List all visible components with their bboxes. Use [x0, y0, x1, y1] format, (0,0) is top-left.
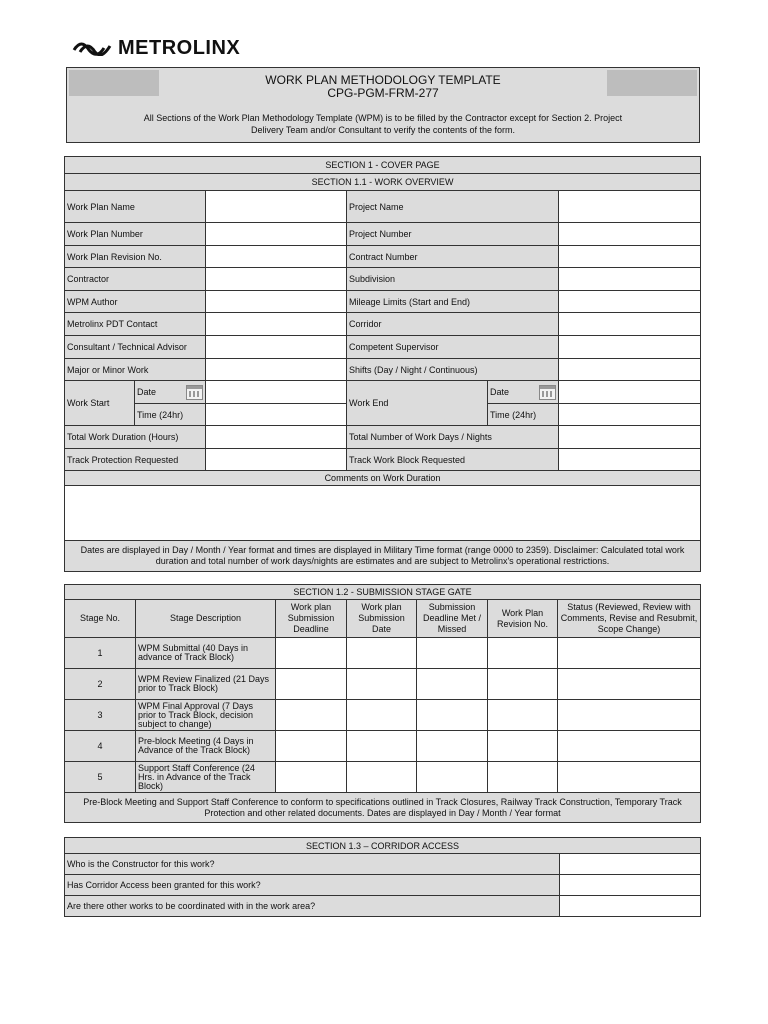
- total-work-days-field[interactable]: [559, 426, 701, 449]
- form-title: WORK PLAN METHODOLOGY TEMPLATE: [265, 73, 501, 87]
- status-field[interactable]: [558, 731, 701, 762]
- row-label: WPM Author: [65, 291, 206, 313]
- question-label: Who is the Constructor for this work?: [65, 854, 560, 875]
- work-plan-name-field[interactable]: [206, 191, 347, 223]
- submission-date-field[interactable]: [347, 700, 417, 731]
- deadline-met-field[interactable]: [417, 669, 488, 700]
- work-start-label: Work Start: [65, 381, 135, 426]
- row-label: Project Number: [347, 223, 559, 246]
- status-field[interactable]: [558, 700, 701, 731]
- row-label: Contractor: [65, 268, 206, 291]
- table-row: [65, 762, 701, 793]
- total-work-duration-field[interactable]: [206, 426, 347, 449]
- revision-no-field[interactable]: [488, 669, 558, 700]
- section-1-1-title: SECTION 1.1 - WORK OVERVIEW: [65, 174, 701, 191]
- column-header: Stage No.: [65, 600, 136, 638]
- column-header: Work Plan Revision No.: [488, 600, 558, 638]
- time-label: Time (24hr): [488, 404, 559, 426]
- metrolinx-logo: [72, 36, 240, 60]
- section-1-2-note: Pre-Block Meeting and Support Staff Conference to conform to specifications outlined in Track Closures, Railway Track Construction, Temporary Track Protection and other related documents. Dates are displayed in Day / Month / Year format: [65, 793, 701, 823]
- status-field[interactable]: [558, 762, 701, 793]
- stage-description: Support Staff Conference (24 Hrs. in Advance of the Track Block): [136, 762, 276, 793]
- row-label: Shifts (Day / Night / Continuous): [347, 359, 559, 381]
- stage-description: WPM Review Finalized (21 Days prior to Track Block): [136, 669, 276, 700]
- stage-number: 5: [65, 762, 136, 793]
- contract-number-field[interactable]: [559, 246, 701, 268]
- consultant-field[interactable]: [206, 336, 347, 359]
- stage-description: WPM Final Approval (7 Days prior to Track Block, decision subject to change): [136, 700, 276, 731]
- table-row: [65, 731, 701, 762]
- metrolinx-wave-icon: [72, 40, 112, 56]
- form-instructions: All Sections of the Work Plan Methodology Template (WPM) is to be filled by the Contractor except for Section 2. Project Delivery Team and/or Consultant to verify the contents of the form.: [143, 113, 623, 135]
- track-protection-field[interactable]: [206, 449, 347, 471]
- column-header: Status (Reviewed, Review with Comments, Revise and Resubmit, Scope Change): [558, 600, 701, 638]
- status-field[interactable]: [558, 669, 701, 700]
- form-code: CPG-PGM-FRM-277: [327, 86, 439, 100]
- question-label: Are there other works to be coordinated with in the work area?: [65, 896, 560, 917]
- row-label: Competent Supervisor: [347, 336, 559, 359]
- corridor-access-answer-field[interactable]: [560, 875, 701, 896]
- stage-number: 1: [65, 638, 136, 669]
- question-label: Has Corridor Access been granted for this work?: [65, 875, 560, 896]
- row-label: Work Plan Revision No.: [65, 246, 206, 268]
- row-label: Total Number of Work Days / Nights: [347, 426, 559, 449]
- submission-date-field[interactable]: [347, 731, 417, 762]
- major-minor-work-field[interactable]: [206, 359, 347, 381]
- row-label: Project Name: [347, 191, 559, 223]
- status-field[interactable]: [558, 638, 701, 669]
- work-plan-revision-field[interactable]: [206, 246, 347, 268]
- table-row: [65, 700, 701, 731]
- deadline-met-field[interactable]: [417, 638, 488, 669]
- date-label: Date: [490, 387, 510, 397]
- row-label: Work Plan Name: [65, 191, 206, 223]
- revision-no-field[interactable]: [488, 700, 558, 731]
- revision-no-field[interactable]: [488, 731, 558, 762]
- section-1-2-title: SECTION 1.2 - SUBMISSION STAGE GATE: [65, 585, 701, 600]
- stage-number: 4: [65, 731, 136, 762]
- section-1-3-title: SECTION 1.3 – CORRIDOR ACCESS: [65, 838, 701, 854]
- submission-date-field[interactable]: [347, 638, 417, 669]
- comments-field[interactable]: [65, 486, 701, 541]
- constructor-answer-field[interactable]: [560, 854, 701, 875]
- section-1-disclaimer: Dates are displayed in Day / Month / Year format and times are displayed in Military Time format (range 0000 to 2359). Disclaimer: Calculated total work duration and total number of work days/nights are estimates and are subject to Metrolinx's operational restrictions.: [65, 541, 701, 572]
- project-number-field[interactable]: [559, 223, 701, 246]
- column-header: Stage Description: [136, 600, 276, 638]
- submission-stage-gate-table: [64, 584, 701, 823]
- stage-description: WPM Submittal (40 Days in advance of Track Block): [136, 638, 276, 669]
- calendar-icon[interactable]: [539, 385, 556, 400]
- submission-date-field[interactable]: [347, 669, 417, 700]
- submission-deadline-field[interactable]: [276, 700, 347, 731]
- contractor-field[interactable]: [206, 268, 347, 291]
- row-label: Consultant / Technical Advisor: [65, 336, 206, 359]
- stage-number: 2: [65, 669, 136, 700]
- column-header: Work plan Submission Date: [347, 600, 417, 638]
- competent-supervisor-field[interactable]: [559, 336, 701, 359]
- other-works-answer-field[interactable]: [560, 896, 701, 917]
- project-name-field[interactable]: [559, 191, 701, 223]
- form-header: [66, 67, 700, 143]
- stage-description: Pre-block Meeting (4 Days in Advance of the Track Block): [136, 731, 276, 762]
- track-work-block-field[interactable]: [559, 449, 701, 471]
- time-label: Time (24hr): [135, 404, 206, 426]
- mileage-limits-field[interactable]: [559, 291, 701, 313]
- row-label: Metrolinx PDT Contact: [65, 313, 206, 336]
- row-label: Major or Minor Work: [65, 359, 206, 381]
- work-plan-number-field[interactable]: [206, 223, 347, 246]
- shifts-field[interactable]: [559, 359, 701, 381]
- row-label: Contract Number: [347, 246, 559, 268]
- corridor-field[interactable]: [559, 313, 701, 336]
- row-label: Total Work Duration (Hours): [65, 426, 206, 449]
- row-label: Work Plan Number: [65, 223, 206, 246]
- submission-deadline-field[interactable]: [276, 638, 347, 669]
- date-label: Date: [137, 387, 157, 397]
- brand-name: METROLINX: [118, 36, 241, 59]
- work-end-time-field[interactable]: [559, 404, 701, 426]
- row-label: Corridor: [347, 313, 559, 336]
- deadline-met-field[interactable]: [417, 700, 488, 731]
- stage-number: 3: [65, 700, 136, 731]
- section-1-title: SECTION 1 - COVER PAGE: [65, 157, 701, 174]
- row-label: Mileage Limits (Start and End): [347, 291, 559, 313]
- work-end-date-field[interactable]: [559, 381, 701, 404]
- row-label: Subdivision: [347, 268, 559, 291]
- submission-deadline-field[interactable]: [276, 762, 347, 793]
- revision-no-field[interactable]: [488, 762, 558, 793]
- submission-date-field[interactable]: [347, 762, 417, 793]
- row-label: Track Protection Requested: [65, 449, 206, 471]
- pdt-contact-field[interactable]: [206, 313, 347, 336]
- deadline-met-field[interactable]: [417, 731, 488, 762]
- deadline-met-field[interactable]: [417, 762, 488, 793]
- subdivision-field[interactable]: [559, 268, 701, 291]
- work-overview-table: [64, 156, 701, 572]
- work-start-date-cell: [135, 381, 206, 404]
- calendar-icon[interactable]: [186, 385, 203, 400]
- wpm-author-field[interactable]: [206, 291, 347, 313]
- comments-title: Comments on Work Duration: [65, 471, 701, 486]
- corridor-access-table: [64, 837, 701, 917]
- submission-deadline-field[interactable]: [276, 731, 347, 762]
- column-header: Submission Deadline Met / Missed: [417, 600, 488, 638]
- submission-deadline-field[interactable]: [276, 669, 347, 700]
- row-label: Track Work Block Requested: [347, 449, 559, 471]
- table-row: [65, 638, 701, 669]
- revision-no-field[interactable]: [488, 638, 558, 669]
- work-end-label: Work End: [347, 381, 488, 426]
- work-end-date-cell: [488, 381, 559, 404]
- table-row: [65, 669, 701, 700]
- work-start-date-field[interactable]: [206, 381, 347, 404]
- column-header: Work plan Submission Deadline: [276, 600, 347, 638]
- work-start-time-field[interactable]: [206, 404, 347, 426]
